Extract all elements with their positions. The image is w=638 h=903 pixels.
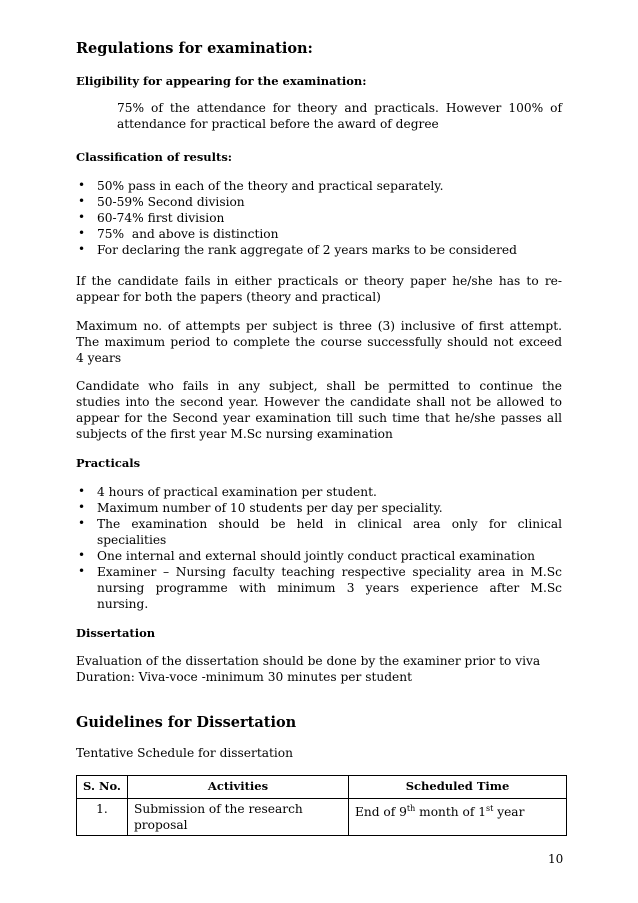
list-item-line: nursing. — [97, 597, 149, 611]
paragraph-line: studies into the second year. However the candidate shall not be allowed to — [76, 395, 562, 409]
paragraph-line: 4 years — [76, 351, 122, 365]
dissertation-text — [76, 653, 540, 685]
list-item: For declaring the rank aggregate of 2 years marks to be considered — [97, 243, 517, 257]
bullet-icon: • — [78, 500, 86, 514]
dissertation-line: Duration: Viva-voce -minimum 30 minutes per student — [76, 670, 412, 684]
table-row — [77, 799, 567, 836]
guidelines-heading: Guidelines for Dissertation — [76, 714, 297, 731]
list-item: 75% and above is distinction — [97, 227, 279, 241]
bullet-icon: • — [78, 178, 86, 192]
paragraph-retake — [76, 273, 562, 305]
eligibility-text — [117, 100, 562, 132]
time-text: End of 9 — [355, 805, 407, 820]
column-header-scheduled-time: Scheduled Time — [349, 776, 567, 799]
list-item: 50-59% Second division — [97, 195, 245, 209]
bullet-icon: • — [78, 548, 86, 562]
bullet-icon: • — [78, 564, 86, 578]
eligibility-heading: Eligibility for appearing for the examination: — [76, 74, 367, 88]
cell-scheduled-time — [349, 799, 567, 836]
paragraph-line: appear for the Second year examination till such time that he/she passes all — [76, 411, 562, 425]
classification-heading: Classification of results: — [76, 150, 233, 164]
list-item: 50% pass in each of the theory and practical separately. — [97, 179, 444, 193]
paragraph-line: subjects of the first year M.Sc nursing examination — [76, 427, 393, 441]
paragraph-line: appear for both the papers (theory and practical) — [76, 290, 381, 304]
list-item: One internal and external should jointly conduct practical examination — [97, 549, 536, 563]
time-text: month of 1 — [415, 805, 486, 820]
time-superscript: th — [406, 804, 416, 813]
column-header-sno: S. No. — [77, 776, 128, 799]
bullet-icon: • — [78, 484, 86, 498]
cell-activity: Submission of the research proposal — [128, 799, 349, 836]
paragraph-attempts — [76, 318, 562, 366]
bullet-icon: • — [78, 516, 86, 530]
dissertation-line: Evaluation of the dissertation should be done by the examiner prior to viva — [76, 654, 541, 668]
dissertation-heading: Dissertation — [76, 626, 156, 640]
bullet-icon: • — [78, 242, 86, 256]
schedule-caption: Tentative Schedule for dissertation — [76, 746, 293, 760]
list-item — [97, 516, 562, 548]
time-superscript: st — [486, 804, 494, 813]
list-item-line: Examiner – Nursing faculty teaching respective speciality area in M.Sc — [97, 565, 562, 579]
paragraph-line: Maximum no. of attempts per subject is three (3) inclusive of first attempt. — [76, 319, 562, 333]
table-header-row — [77, 776, 567, 799]
paragraph-line: Candidate who fails in any subject, shall be permitted to continue the — [76, 379, 562, 393]
page-number: 10 — [548, 852, 564, 866]
list-item — [97, 564, 562, 612]
list-item-line: specialities — [97, 533, 167, 547]
list-item-line: The examination should be held in clinical area only for clinical — [97, 517, 562, 531]
eligibility-line: attendance for practical before the award of degree — [117, 117, 439, 131]
schedule-table — [76, 775, 567, 836]
bullet-icon: • — [78, 226, 86, 240]
cell-sno: 1. — [77, 799, 128, 836]
page-title: Regulations for examination: — [76, 40, 313, 57]
bullet-icon: • — [78, 194, 86, 208]
bullet-icon: • — [78, 210, 86, 224]
time-text: year — [493, 805, 525, 820]
list-item: 4 hours of practical examination per student. — [97, 485, 377, 499]
column-header-activities: Activities — [128, 776, 349, 799]
list-item-line: nursing programme with minimum 3 years experience after M.Sc — [97, 581, 562, 595]
paragraph-continue — [76, 378, 562, 442]
list-item: 60-74% first division — [97, 211, 225, 225]
paragraph-line: The maximum period to complete the course successfully should not exceed — [76, 335, 562, 349]
list-item: Maximum number of 10 students per day per speciality. — [97, 501, 443, 515]
paragraph-line: If the candidate fails in either practicals or theory paper he/she has to re- — [76, 274, 562, 288]
eligibility-line: 75% of the attendance for theory and practicals. However 100% of — [117, 101, 562, 115]
practicals-heading: Practicals — [76, 456, 141, 470]
